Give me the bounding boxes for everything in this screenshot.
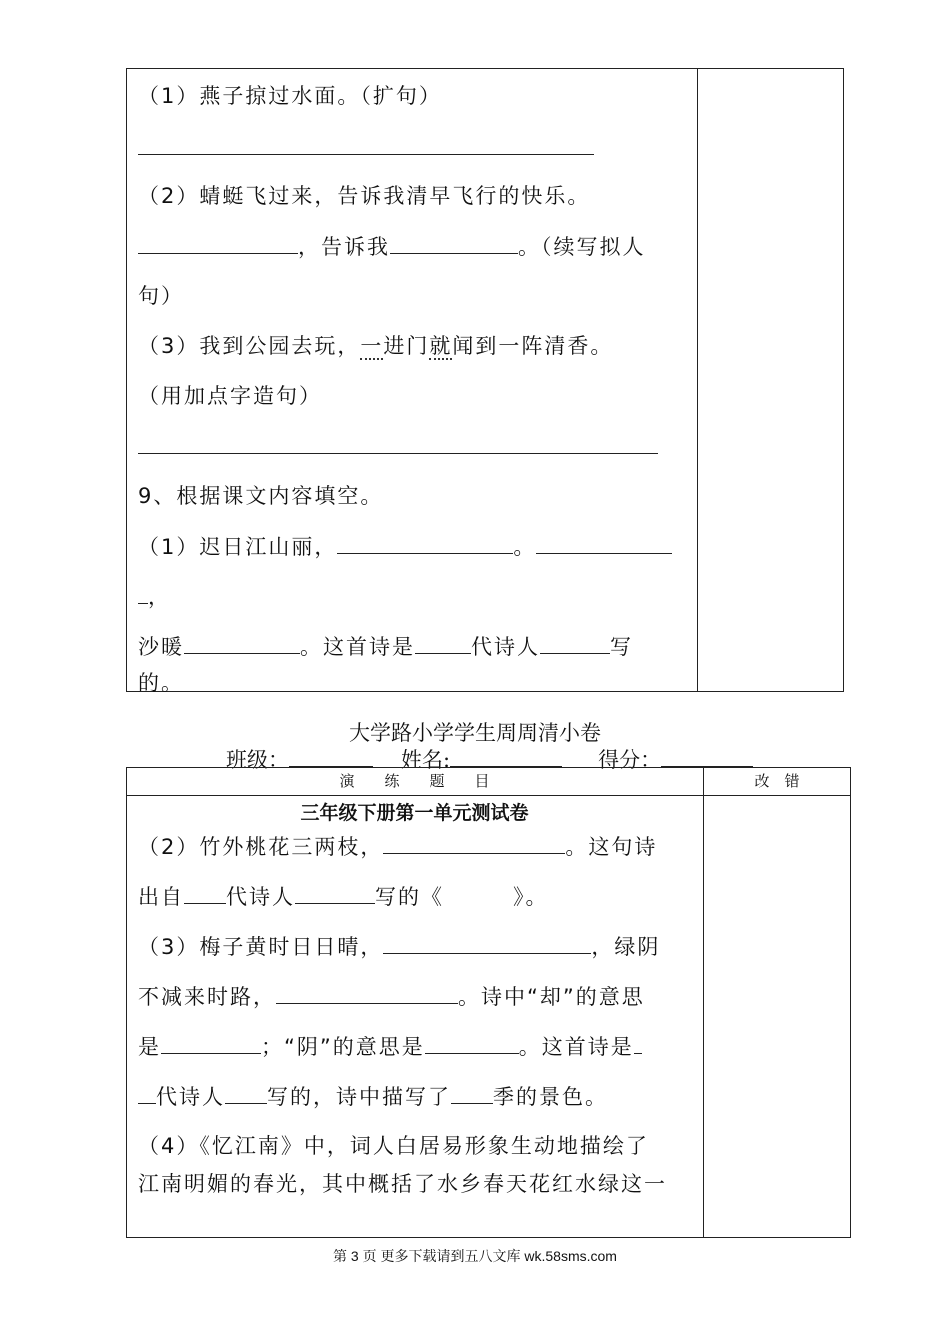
q2-blank-b[interactable]	[184, 880, 226, 904]
q8-2-continuation: 句）	[138, 284, 184, 308]
q9-1-row2	[138, 580, 171, 611]
q4-row2: 江南明媚的春光，其中概括了水乡春天花红水绿这一	[138, 1172, 667, 1196]
q4-row1: （4）《忆江南》中，词人白居易形象生动地描绘了	[138, 1134, 649, 1158]
q3-blank-h[interactable]	[451, 1080, 493, 1104]
name-field[interactable]	[450, 743, 562, 767]
q9-1-blank-f[interactable]	[540, 630, 610, 654]
q8-3-text	[138, 330, 613, 360]
col-exercise-header: 演 练 题 目	[339, 772, 490, 790]
q8-2-blank-b[interactable]	[390, 230, 518, 254]
col-correction-header: 改 错	[754, 772, 800, 790]
q3-row4	[138, 1080, 608, 1111]
q9-1-row	[138, 530, 672, 561]
q8-2-blank-a[interactable]	[138, 230, 298, 254]
q3-a: （3）梅子黄时日日晴，	[138, 935, 384, 960]
q3-c2: 。诗中“却”的意思	[458, 985, 645, 1010]
q3-blank-d[interactable]	[425, 1030, 519, 1054]
q8-3-mid: 进门	[383, 334, 430, 358]
q8-2-fill-a: ，告诉我	[298, 235, 390, 260]
main-table-divider	[703, 767, 704, 1238]
q3-e3: 季的景色。	[493, 1085, 608, 1110]
q3-e1: 代诗人	[156, 1085, 225, 1110]
q9-1-blank-e[interactable]	[415, 630, 471, 654]
q8-1-text: （1）燕子掠过水面。（扩句）	[138, 84, 442, 108]
q8-3-answer-line[interactable]	[138, 453, 658, 454]
q2-row1	[138, 830, 657, 861]
q9-1-d4: 写	[610, 635, 633, 660]
q2-b: 。这句诗	[565, 835, 658, 860]
q9-title: 9、根据课文内容填空。	[138, 484, 384, 508]
score-label: 得分：	[598, 748, 662, 773]
q8-2-text: （2）蜻蜓飞过来，告诉我清早飞行的快乐。	[138, 184, 591, 208]
q3-blank-b[interactable]	[276, 980, 458, 1004]
q3-row1	[138, 930, 660, 961]
q9-1-blank-c[interactable]	[138, 580, 148, 604]
q2-c1: 出自	[138, 885, 184, 910]
q3-blank-c[interactable]	[161, 1030, 261, 1054]
q3-e2: 写的，诗中描写了	[267, 1085, 451, 1110]
score-field[interactable]	[661, 743, 753, 767]
q2-c3: 写的《 》。	[375, 885, 549, 910]
q8-3-dotted-char-2: 就	[429, 334, 453, 358]
q8-2-fill-row	[138, 230, 646, 261]
class-label: 班级：	[226, 748, 289, 773]
q9-1-row3	[138, 630, 633, 661]
q2-row2	[138, 880, 549, 911]
q2-blank-a[interactable]	[383, 830, 565, 854]
school-title: 大学路小学学生周周清小卷	[349, 721, 601, 745]
q9-1-d1: 沙暖	[138, 635, 184, 660]
q3-d3: 。这首诗是	[518, 1035, 634, 1060]
q9-1-d3: 代诗人	[471, 635, 540, 660]
q8-3-post: 闻到一阵清香。	[452, 334, 614, 358]
q9-1-blank-a[interactable]	[337, 530, 513, 554]
q9-1-b: 。	[513, 535, 537, 560]
name-label: 姓名:	[401, 748, 451, 773]
q3-blank-e[interactable]	[634, 1030, 642, 1054]
q3-c1: 不减来时路，	[138, 985, 276, 1010]
q2-a: （2）竹外桃花三两枝，	[138, 835, 384, 860]
q3-row2	[138, 980, 645, 1011]
class-field[interactable]	[289, 743, 373, 767]
q9-1-d2: 。这首诗是	[300, 635, 415, 660]
q9-1-a: （1）迟日江山丽，	[138, 535, 338, 560]
q3-d2: ；“阴”的意思是	[261, 1035, 425, 1060]
q8-3-dotted-char-1: 一	[360, 334, 384, 358]
q8-3-pre: （3）我到公园去玩，	[138, 334, 361, 358]
q3-blank-f[interactable]	[138, 1080, 156, 1104]
q9-1-c: ，	[148, 585, 171, 610]
q3-blank-g[interactable]	[225, 1080, 267, 1104]
q9-1-row4: 的。	[138, 671, 184, 695]
page-footer: 第 3 页 更多下载请到五八文库 wk.58sms.com	[333, 1248, 617, 1264]
q3-row3	[138, 1030, 642, 1061]
q3-b: ，绿阴	[591, 935, 661, 960]
q9-1-blank-d[interactable]	[184, 630, 300, 654]
main-table-header-rule	[126, 795, 851, 796]
q8-1-answer-line[interactable]	[138, 154, 594, 155]
top-table-divider	[697, 68, 698, 692]
q9-1-blank-b[interactable]	[536, 530, 672, 554]
q3-d1: 是	[138, 1035, 161, 1060]
q2-c2: 代诗人	[226, 885, 295, 910]
unit-title: 三年级下册第一单元测试卷	[300, 802, 529, 824]
q2-blank-c[interactable]	[295, 880, 375, 904]
q8-2-fill-b: 。（续写拟人	[518, 235, 646, 260]
q8-3-note: （用加点字造句）	[138, 384, 322, 408]
q3-blank-a[interactable]	[383, 930, 591, 954]
